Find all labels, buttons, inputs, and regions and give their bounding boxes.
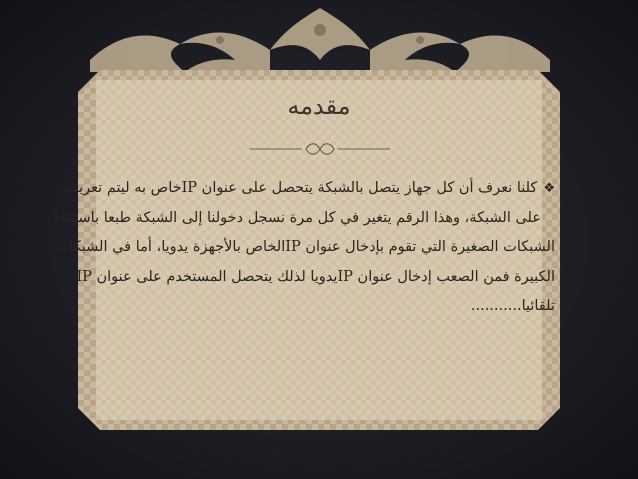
body-line-5: تلقائيا........... [470,298,555,314]
slide-body [54,174,555,322]
body-line-4: الكبيرة فمن الصعب إدخال عنوان IPيدويا لذلك يتحصل المستخدم على عنوان IP [76,268,555,285]
slide-title: مقدمه [287,92,351,120]
title-divider-ornament [250,140,390,158]
body-line-1 [64,174,555,204]
body-line-2: على الشبكة، وهذا الرقم يتغير في كل مرة نسجل دخولنا إلى الشبكة طبعا باستثناء [54,209,541,226]
body-line-3: الشبكات الصغيرة التي تقوم بإدخال عنوان IPالخاص بالأجهزة يدويا، أما في الشبكات [55,239,555,255]
diamond-bullet-icon: ❖ [543,181,555,196]
top-ornament-decoration [70,0,570,78]
body-line-1-text: كلنا نعرف أن كل جهاز يتصل بالشبكة يتحصل على عنوان IPخاص به ليتم تعريفه [64,180,538,196]
